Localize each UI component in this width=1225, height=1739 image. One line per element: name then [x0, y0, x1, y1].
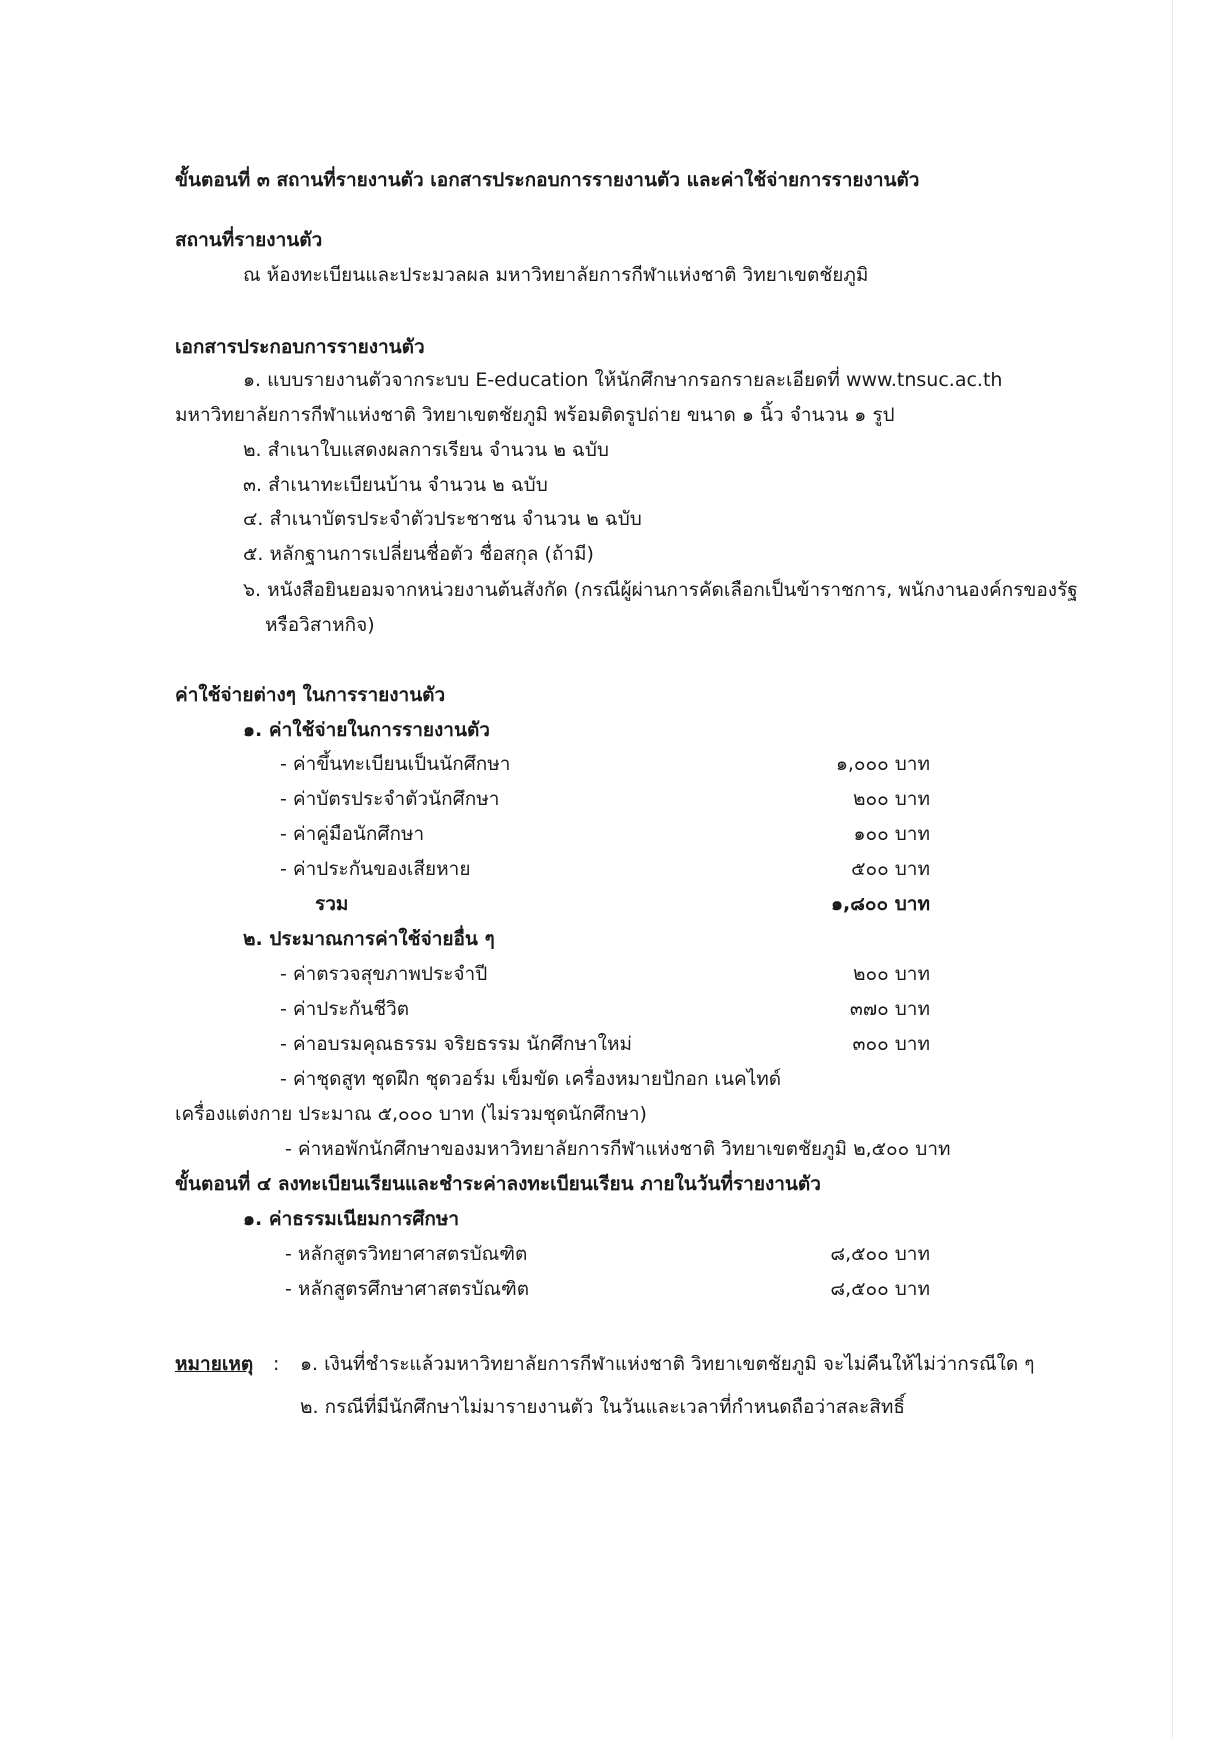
dorm-cost: - ค่าหอพักนักศึกษาของมหาวิทยาลัยการกีฬาแห่งชาติ วิทยาเขตชัยภูมิ ๒,๕๐๐ บาท [285, 1138, 951, 1160]
costs-heading: ค่าใช้จ่ายต่างๆ ในการรายงานตัว [175, 684, 446, 706]
fee-item-amount: ๘,๕๐๐ บาท [830, 1278, 930, 1300]
cost-item-amount: ๑๐๐ บาท [853, 823, 930, 845]
fee-item-label: - หลักสูตรวิทยาศาสตรบัณฑิต [285, 1243, 528, 1265]
notes-colon: : [273, 1353, 280, 1375]
costs1-total-label: รวม [315, 893, 349, 915]
cost-item-label: - ค่าบัตรประจำตัวนักศึกษา [280, 788, 500, 810]
cost-item-label: - ค่าประกันชีวิต [280, 998, 410, 1020]
fee-item-label: - หลักสูตรศึกษาศาสตรบัณฑิต [285, 1278, 530, 1300]
place-text: ณ ห้องทะเบียนและประมวลผล มหาวิทยาลัยการกีฬาแห่งชาติ วิทยาเขตชัยภูมิ [243, 264, 869, 286]
doc-item-3: ๓. สำเนาทะเบียนบ้าน จำนวน ๒ ฉบับ [243, 474, 548, 496]
cost-item-label: - ค่าคู่มือนักศึกษา [280, 823, 425, 845]
cost-item-label: - ค่าขึ้นทะเบียนเป็นนักศึกษา [280, 753, 511, 775]
cost-item-label: - ค่าประกันของเสียหาย [280, 858, 471, 880]
docs-heading: เอกสารประกอบการรายงานตัว [175, 336, 425, 358]
doc-item-4: ๔. สำเนาบัตรประจำตัวประชาชน จำนวน ๒ ฉบับ [243, 508, 642, 530]
uniform-cost-line2: เครื่องแต่งกาย ประมาณ ๕,๐๐๐ บาท (ไม่รวมชุดนักศึกษา) [175, 1103, 647, 1125]
cost-item-amount: ๒๐๐ บาท [852, 788, 930, 810]
page-edge-divider [1172, 0, 1173, 1739]
note-2: ๒. กรณีที่มีนักศึกษาไม่มารายงานตัว ในวันและเวลาที่กำหนดถือว่าสละสิทธิ์ [300, 1396, 905, 1418]
doc-item-6-line2: หรือวิสาหกิจ) [265, 614, 375, 636]
fees-heading: ๑. ค่าธรรมเนียมการศึกษา [243, 1208, 460, 1230]
cost-item-amount: ๕๐๐ บาท [851, 858, 930, 880]
cost-item-label: - ค่าอบรมคุณธรรม จริยธรรม นักศึกษาใหม่ [280, 1033, 633, 1055]
fee-item-amount: ๘,๕๐๐ บาท [830, 1243, 930, 1265]
doc-item-5: ๕. หลักฐานการเปลี่ยนชื่อตัว ชื่อสกุล (ถ้ามี) [243, 543, 594, 565]
doc-item-1-line2: มหาวิทยาลัยการกีฬาแห่งชาติ วิทยาเขตชัยภูมิ พร้อมติดรูปถ่าย ขนาด ๑ นิ้ว จำนวน ๑ รูป [175, 404, 895, 426]
step4-heading: ขั้นตอนที่ ๔ ลงทะเบียนเรียนและชำระค่าลงทะเบียนเรียน ภายในวันที่รายงานตัว [175, 1173, 821, 1195]
notes-label: หมายเหตุ [175, 1353, 254, 1375]
doc-item-2: ๒. สำเนาใบแสดงผลการเรียน จำนวน ๒ ฉบับ [243, 439, 609, 461]
cost-item-amount: ๒๐๐ บาท [852, 963, 930, 985]
cost-item-amount: ๓๐๐ บาท [852, 1033, 930, 1055]
uniform-cost-line1: - ค่าชุดสูท ชุดฝึก ชุดวอร์ม เข็มขัด เครื่องหมายปักอก เนคไทด์ [280, 1068, 782, 1090]
doc-item-6-line1: ๖. หนังสือยินยอมจากหน่วยงานต้นสังกัด (กรณีผู้ผ่านการคัดเลือกเป็นข้าราชการ, พนักงานองค์กรของรัฐ [243, 579, 1078, 601]
doc-item-1-line1: ๑. แบบรายงานตัวจากระบบ E-education ให้นักศึกษากรอกรายละเอียดที่ www.tnsuc.ac.th [243, 369, 1003, 391]
costs1-total-amount: ๑,๘๐๐ บาท [831, 893, 930, 915]
place-heading: สถานที่รายงานตัว [175, 229, 323, 251]
step3-heading: ขั้นตอนที่ ๓ สถานที่รายงานตัว เอกสารประกอบการรายงานตัว และค่าใช้จ่ายการรายงานตัว [175, 169, 920, 191]
cost-item-label: - ค่าตรวจสุขภาพประจำปี [280, 963, 488, 985]
costs1-heading: ๑. ค่าใช้จ่ายในการรายงานตัว [243, 719, 490, 741]
cost-item-amount: ๓๗๐ บาท [849, 998, 930, 1020]
note-1: ๑. เงินที่ชำระแล้วมหาวิทยาลัยการกีฬาแห่งชาติ วิทยาเขตชัยภูมิ จะไม่คืนให้ไม่ว่ากรณีใด ๆ [300, 1353, 1035, 1375]
cost-item-amount: ๑,๐๐๐ บาท [835, 753, 930, 775]
costs2-heading: ๒. ประมาณการค่าใช้จ่ายอื่น ๆ [243, 928, 495, 950]
